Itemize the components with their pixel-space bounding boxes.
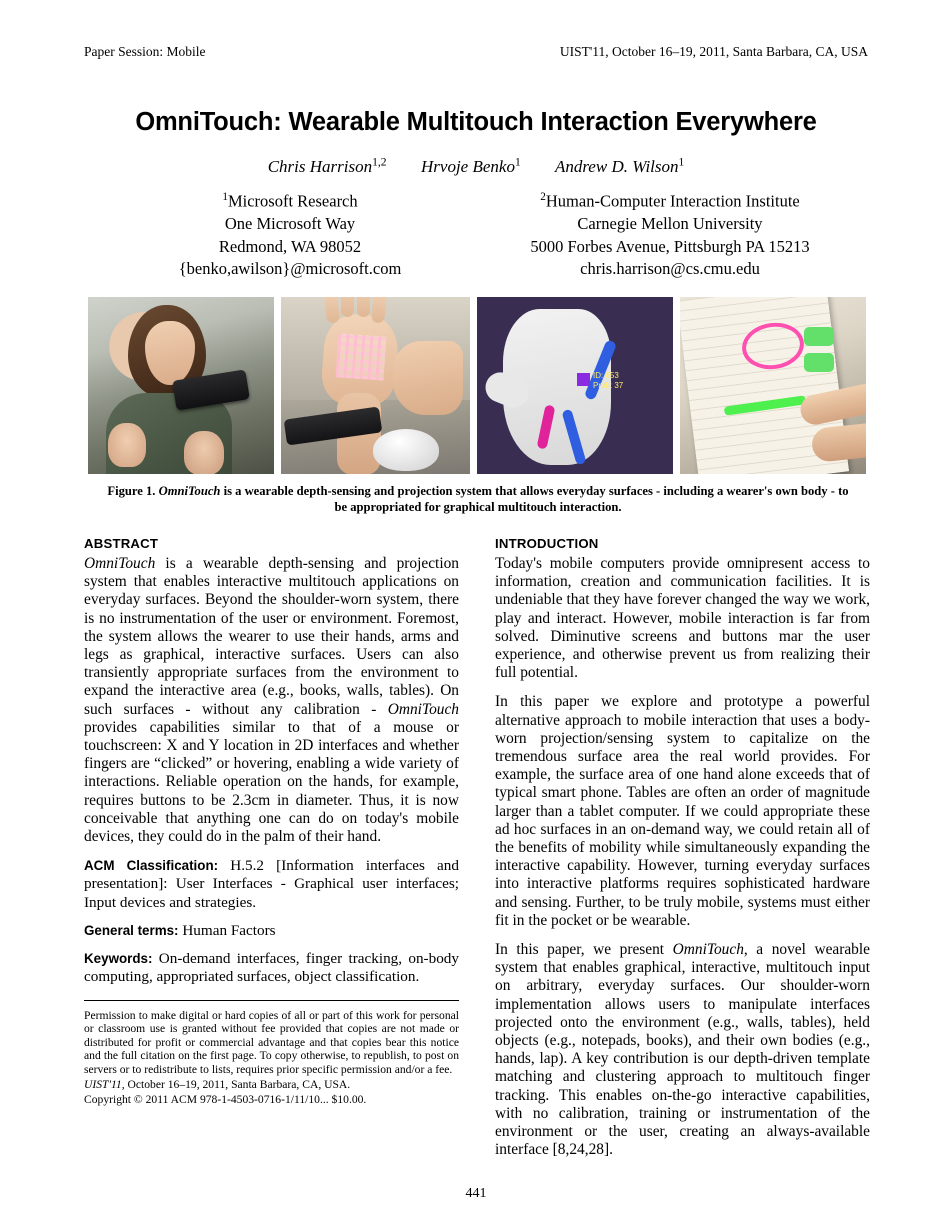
copyright-permission: Permission to make digital or hard copies of all or part of this work for personal or classroom use is granted without fee provided that copies are not made or distributed for profit or commercial advantage and that copies bear this notice and the full citation on the first page. To copy otherwise, to republish, to post on servers or to redistribute to lists, requires prior specific permission and/or a fee. — [84, 1009, 459, 1076]
abstract-heading: ABSTRACT — [84, 536, 159, 551]
figure-caption-rest: is a wearable depth-sensing and projection system that allows everyday surfaces - including a wearer's own body - to be appropriated for graphical multitouch interaction. — [220, 484, 849, 514]
intro-p3-pre: In this paper, we present — [495, 941, 673, 959]
affiliation-1 — [100, 186, 480, 281]
intro-paragraph-1: Today's mobile computers provide omnipresent access to information, creation and communication facilities. It is undeniable that they have forever changed the way we work, play and interact. However, mobile interaction is far from solved. Diminutive screens and buttons mar the user experience, and otherwise prevent us from realizing their full potential. — [495, 555, 870, 682]
author-3-name: Andrew D. Wilson — [554, 156, 679, 176]
author-list — [64, 155, 888, 177]
keywords-text: On-demand interfaces, finger tracking, on-body computing, appropriated surfaces, object classification. — [84, 950, 459, 986]
copyright-venue-name: UIST'11, — [84, 1078, 125, 1092]
figure-caption-prefix: Figure 1. — [107, 484, 159, 498]
general-terms — [84, 922, 459, 940]
figure-panel-notepad-projection — [680, 297, 866, 474]
copyright-venue-rest: October 16–19, 2011, Santa Barbara, CA, USA. — [124, 1078, 351, 1092]
author-3-affil-marker: 1 — [678, 155, 685, 168]
running-head-left: Paper Session: Mobile — [84, 44, 206, 59]
affiliation-block — [100, 186, 860, 281]
abstract-italic-2: OmniTouch — [387, 700, 459, 718]
figure-caption — [104, 484, 852, 515]
keywords — [84, 950, 459, 986]
author-1 — [268, 157, 387, 176]
general-terms-label: General terms: — [84, 922, 179, 938]
page-title: OmniTouch: Wearable Multitouch Interaction Everywhere — [135, 108, 817, 136]
copyright-notice: Copyright © 2011 ACM 978-1-4503-0716-1/11/10... $10.00. — [84, 1093, 367, 1107]
abstract-text-2: provides capabilities similar to that of a mouse or touchscreen: X and Y location in 2D interfaces and whether fingers are “clicked” or hovering, enabling a wide variety of interactions. Reliable operation on the hands, for example, requires buttons to be 2.3cm in diameter. Thus, it is now conceivable that anything one can do on today's mobile devices, they could do in the palm of their hand. — [84, 718, 459, 846]
affiliation-1-email: {benko,awilson}@microsoft.com — [178, 259, 402, 278]
affiliation-2-marker: 2 — [540, 191, 546, 203]
abstract-text-1: is a wearable depth-sensing and projection system that enables interactive multitouch applications on everyday surfaces. Beyond the shoulder-worn system, there is no instrumentation of the user or environment. Foremost, the system allows the wearer to use their hands, arms and legs as graphical, interactive surfaces. Users can also transiently appropriate surfaces from the environment to expand the interactive area (e.g., books, walls, tables). On such surfaces - without any calibration - — [84, 555, 459, 718]
affiliation-1-line-1: $^1$Microsoft Research — [222, 191, 358, 211]
introduction-heading: INTRODUCTION — [495, 536, 599, 551]
acm-classification-text: H.5.2 [Information interfaces and presentation]: User Interfaces - Graphical user interfaces; Input devices and strategies. — [84, 857, 459, 911]
affiliation-2 — [480, 186, 860, 281]
intro-p3-system-name: OmniTouch — [672, 941, 744, 959]
running-head — [84, 44, 868, 60]
acm-classification-label: ACM Classification: — [84, 858, 219, 874]
affiliation-2-line-2: Carnegie Mellon University — [577, 214, 763, 233]
depth-label-prob: Prob: 37 — [593, 381, 624, 390]
right-column — [495, 536, 870, 1171]
author-2 — [421, 157, 521, 176]
figure-1 — [88, 297, 866, 474]
keywords-label: Keywords: — [84, 951, 153, 967]
general-terms-text: Human Factors — [178, 921, 276, 939]
left-column — [84, 536, 459, 996]
intro-p3-post: , a novel wearable system that enables graphical, interactive, multitouch input on arbitrary, everyday surfaces. Our shoulder-worn implementation allows users to manipulate interfaces projected onto the environment (e.g., walls, tables), held objects (e.g., notepads, books), and their own bodies (e.g., hands, lap). A key contribution is our depth-driven template matching and clustering approach to multitouch finger tracking. This enables on-the-go interactive capabilities, with no calibration, training or instrumentation of the environment or the user, creating an always-available interface [8,24,28]. — [495, 941, 870, 1159]
acm-classification — [84, 857, 459, 912]
affiliation-2-email: chris.harrison@cs.cmu.edu — [580, 259, 760, 278]
figure-panel-wearer-photo — [88, 297, 274, 474]
author-2-name: Hrvoje Benko — [421, 156, 515, 176]
author-1-affil-marker: 1,2 — [372, 155, 387, 168]
abstract-lead-italic: OmniTouch — [84, 555, 156, 572]
affiliation-1-line-3: Redmond, WA 98052 — [218, 236, 362, 256]
page-number: 441 — [465, 1186, 487, 1201]
affiliation-1-line-2: One Microsoft Way — [224, 214, 356, 233]
affiliation-2-line-1: $^2$Human-Computer Interaction Institute — [540, 191, 800, 211]
author-2-affil-marker: 1 — [514, 155, 521, 168]
intro-paragraph-3 — [495, 941, 870, 1159]
copyright-venue — [84, 1078, 459, 1091]
abstract-paragraph — [84, 555, 459, 846]
intro-paragraph-2: In this paper we explore and prototype a powerful alternative approach to mobile interaction that uses a body-worn projection/sensing system to capitalize on the tremendous surface area the real world provides. For example, the surface area of one hand alone exceeds that of typical smart phone. Tables are often an order of magnitude larger than a tablet computer. If we could appropriate these ad hoc surfaces in an on-demand way, we could retain all of the benefits of mobility while simultaneously expanding the interactive capability. However, turning everyday surfaces into interactive platforms requires sophisticated hardware and sensing. Further, to be truly mobile, systems must either fit in the pocket or be wearable. — [495, 693, 870, 929]
figure-panel-hand-keypad-photo — [281, 297, 470, 474]
affiliation-2-line-3: 5000 Forbes Avenue, Pittsburgh PA 15213 — [530, 236, 810, 256]
running-head-right: UIST'11, October 16–19, 2011, Santa Barbara, CA, USA — [559, 44, 868, 59]
affiliation-1-marker: 1 — [222, 191, 228, 203]
author-3 — [555, 157, 684, 176]
figure-caption-system-name: OmniTouch — [158, 484, 221, 498]
figure-panel-depth-tracking — [477, 297, 673, 474]
copyright-block — [84, 1000, 459, 1109]
depth-label-id: ID: 653 — [593, 371, 619, 380]
author-1-name: Chris Harrison — [267, 156, 373, 176]
